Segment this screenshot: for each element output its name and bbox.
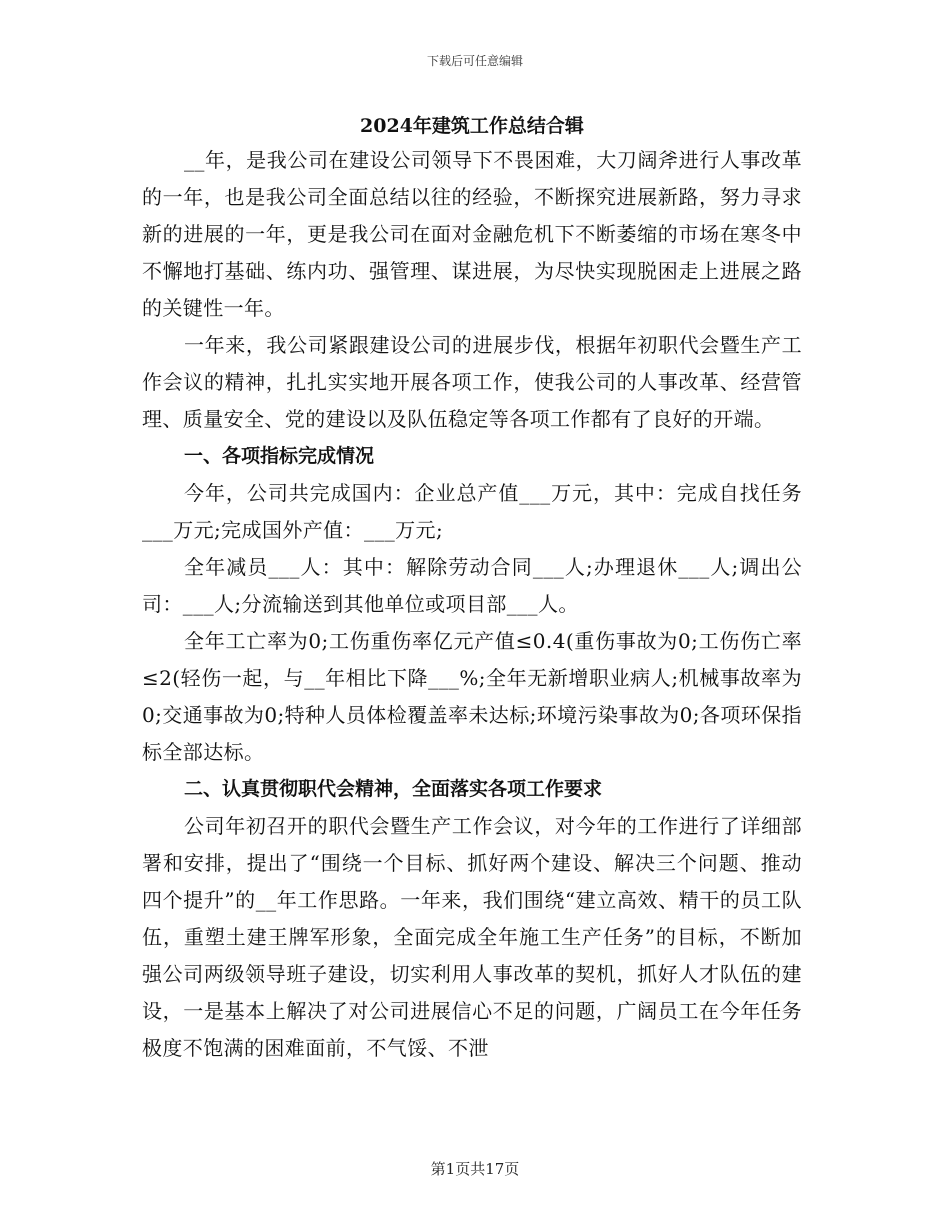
section-heading-indicators: 一、各项指标完成情况 bbox=[184, 445, 375, 467]
paragraph-intro: __年，是我公司在建设公司领导下不畏困难，大刀阔斧进行人事改革的一年，也是我公司全面总结以往的经验，不断探究进展新路，努力寻求新的进展的一年，更是我公司在面对金融危机下不断萎缩的市场在寒冬中不懈地打基础、练内功、强管理、谋进展，为尽快实现脱困走上进展之路的关键性一年。 bbox=[142, 148, 802, 320]
page-header-note: 下载后可任意编辑 bbox=[426, 54, 523, 68]
paragraph-staffing: 全年减员___人：其中：解除劳动合同___人;办理退休___人;调出公司：___人;分流输送到其他单位或项目部___人。 bbox=[142, 555, 802, 616]
paragraph-safety: 全年工亡率为0;工伤重伤率亿元产值≤0.4(重伤事故为0;工伤伤亡率≤2(轻伤一起，与__年相比下降___%;全年无新增职业病人;机械事故率为0;交通事故为0;特种人员体检覆盖率未达标;环境污染事故为0;各项环保指标全部达标。 bbox=[142, 629, 802, 764]
page-number: 第1页共17页 bbox=[430, 1160, 520, 1178]
document-title: 2024年建筑工作总结合辑 bbox=[360, 115, 584, 137]
paragraph-output: 今年，公司共完成国内：企业总产值___万元，其中：完成自找任务___万元;完成国外产值：___万元; bbox=[142, 481, 802, 542]
document-body bbox=[142, 110, 802, 1067]
paragraph-work-plan: 公司年初召开的职代会暨生产工作会议，对今年的工作进行了详细部署和安排，提出了“围绕一个目标、抓好两个建设、解决三个问题、推动四个提升”的__年工作思路。一年来，我们围绕“建立高效、精干的员工队伍，重塑土建王牌军形象，全面完成全年施工生产任务”的目标，不断加强公司两级领导班子建设，切实利用人事改革的契机，抓好人才队伍的建设，一是基本上解决了对公司进展信心不足的问题，广阔员工在今年任务极度不饱满的困难面前，不气馁、不泄 bbox=[142, 814, 802, 1060]
paragraph-overview: 一年来，我公司紧跟建设公司的进展步伐，根据年初职代会暨生产工作会议的精神，扎扎实实地开展各项工作，使我公司的人事改革、经营管理、质量安全、党的建设以及队伍稳定等各项工作都有了良好的开端。 bbox=[142, 333, 802, 431]
section-heading-implementation: 二、认真贯彻职代会精神，全面落实各项工作要求 bbox=[184, 778, 603, 800]
